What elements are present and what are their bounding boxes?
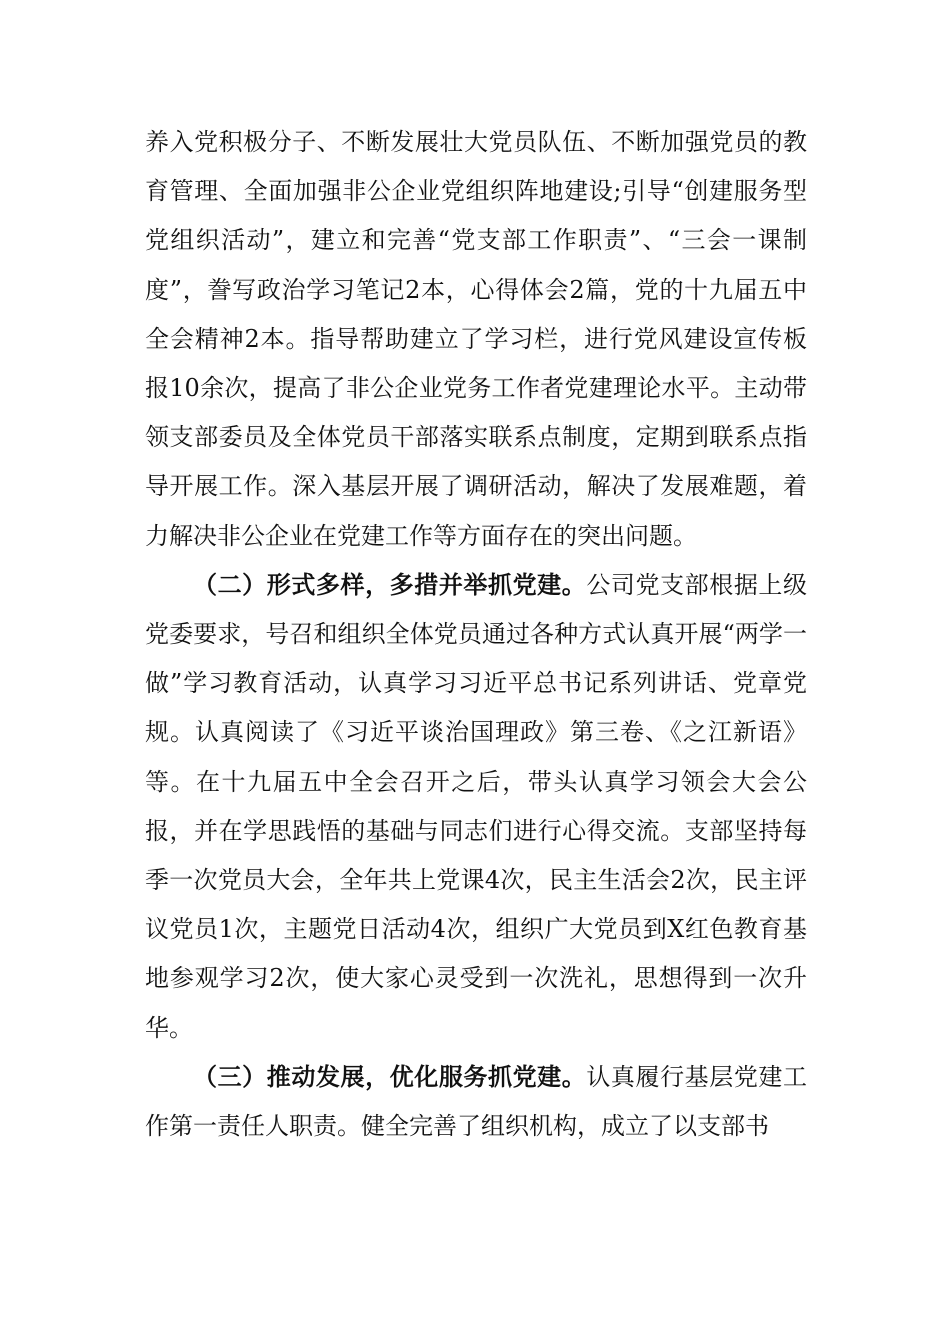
paragraph-text: 认真履行基层党建工作第一责任人职责。健全完善了组织机构，成立了以支部书 <box>145 1062 808 1141</box>
document-body <box>145 118 807 1151</box>
section-heading: （二）形式多样，多措并举抓党建。 <box>193 570 587 599</box>
paragraph-section-3 <box>145 1053 807 1151</box>
paragraph-text: 公司党支部根据上级党委要求，号召和组织全体党员通过各种方式认真开展“两学一做”学习教育活动，认真学习习近平总书记系列讲话、党章党规。认真阅读了《习近平谈治国理政》第三卷、《之江新语》等。在十九届五中全会召开之后，带头认真学习领会大会公报，并在学思践悟的基础与同志们进行心得交流。支部坚持每季一次党员大会，全年共上党课4次，民主生活会2次，民主评议党员1次，主题党日活动4次，组织广大党员到X红色教育基地参观学习2次，使大家心灵受到一次洗礼，思想得到一次升华。 <box>145 570 808 1042</box>
paragraph-continuation <box>145 118 807 561</box>
paragraph-text: 养入党积极分子、不断发展壮大党员队伍、不断加强党员的教育管理、全面加强非公企业党组织阵地建设;引导“创建服务型党组织活动”，建立和完善“党支部工作职责”、“三会一课制度”，誊写政治学习笔记2本，心得体会2篇，党的十九届五中全会精神2本。指导帮助建立了学习栏，进行党风建设宣传板报10余次，提高了非公企业党务工作者党建理论水平。主动带领支部委员及全体党员干部落实联系点制度，定期到联系点指导开展工作。深入基层开展了调研活动，解决了发展难题，着力解决非公企业在党建工作等方面存在的突出问题。 <box>145 128 807 550</box>
section-heading: （三）推动发展，优化服务抓党建。 <box>193 1062 587 1091</box>
paragraph-section-2 <box>145 561 807 1053</box>
